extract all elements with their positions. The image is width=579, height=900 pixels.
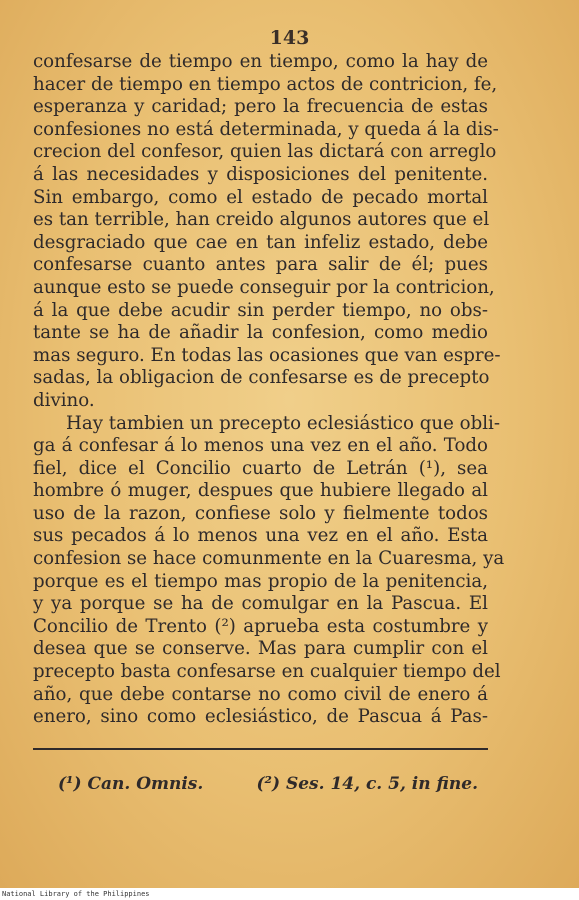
text-line: desea que se conserve. Mas para cumplir con el [33, 638, 488, 660]
text-line: confesarse de tiempo en tiempo, como la hay de [33, 51, 488, 72]
paragraph-2 [33, 412, 505, 729]
page-number: 143 [269, 27, 310, 49]
body-text [33, 51, 505, 729]
text-line: mas seguro. En todas las ocasiones que van espre- [33, 344, 501, 366]
text-line: es tan terrible, han creido algunos autores que el [33, 209, 490, 231]
text-line: crecion del confesor, quien las dictará con arreglo [33, 141, 497, 163]
footnote-2: (²) Ses. 14, c. 5, in fine. [256, 774, 478, 794]
text-line: uso de la razon, confiese solo y fielmente todos [33, 502, 488, 524]
library-credit: National Library of the Philippines [2, 890, 150, 898]
footnote-1: (¹) Can. Omnis. [58, 774, 204, 794]
text-line: enero, sino como eclesiástico, de Pascua á Pas- [33, 706, 488, 728]
text-line: confesiones no está determinada, y queda á la dis- [33, 118, 499, 140]
text-line: á las necesidades y disposiciones del penitente. [33, 163, 488, 185]
footnotes [58, 774, 478, 794]
text-line: Sin embargo, como el estado de pecado mortal [33, 186, 488, 208]
text-line: año, que debe contarse no como civil de enero á [33, 683, 488, 705]
text-line: á la que debe acudir sin perder tiempo, no obs- [33, 299, 488, 321]
text-line: hombre ó muger, despues que hubiere llegado al [33, 480, 488, 502]
text-line: Concilio de Trento (²) aprueba esta costumbre y [33, 615, 488, 637]
text-line: hacer de tiempo en tiempo actos de contricion, fe, [33, 73, 498, 95]
text-line: ga á confesar á lo menos una vez en el año. Todo [33, 435, 488, 457]
text-line: Hay tambien un precepto eclesiástico que obli- [66, 412, 500, 434]
text-line: sus pecados á lo menos una vez en el año. Esta [33, 525, 488, 547]
text-line: divino. [33, 389, 95, 411]
text-line: confesarse cuanto antes para salir de él; pues [33, 254, 488, 276]
text-line: precepto basta confesarse en cualquier tiempo del [33, 661, 501, 683]
text-line: fiel, dice el Concilio cuarto de Letrán (¹), sea [33, 457, 488, 479]
text-line: y ya porque se ha de comulgar en la Pascua. El [33, 593, 488, 615]
footnote-divider [33, 748, 488, 750]
text-line: esperanza y caridad; pero la frecuencia de estas [33, 96, 488, 118]
text-line: aunque esto se puede conseguir por la contricion, [33, 276, 495, 298]
text-line: sadas, la obligacion de confesarse es de precepto [33, 367, 490, 389]
text-line: confesion se hace comunmente en la Cuaresma, ya [33, 548, 505, 570]
text-line: porque es el tiempo mas propio de la penitencia, [33, 570, 488, 592]
text-line: tante se ha de añadir la confesion, como medio [33, 322, 488, 344]
text-line: desgraciado que cae en tan infeliz estado, debe [33, 231, 488, 253]
paragraph-1 [33, 51, 501, 413]
